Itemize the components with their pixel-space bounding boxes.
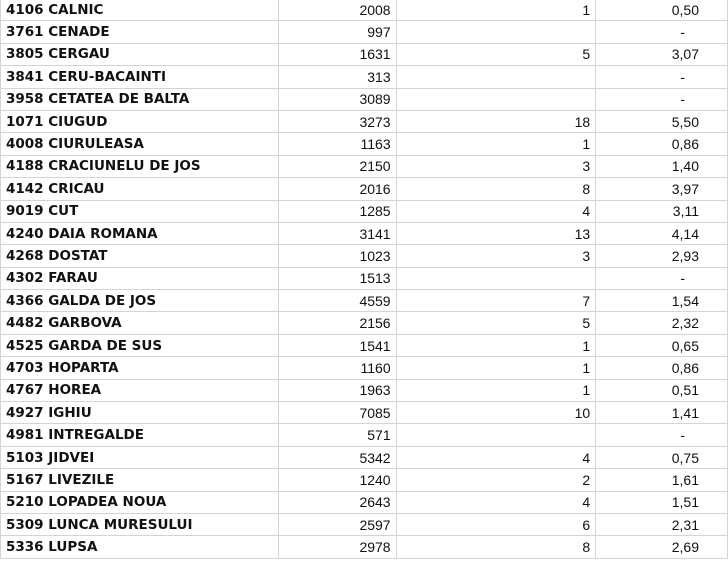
cell-cases[interactable]: 1 [396,379,596,401]
cell-rate[interactable]: 1,41 [596,402,728,424]
cell-rate[interactable]: 5,50 [596,110,728,132]
cell-cases[interactable] [396,267,596,289]
cell-rate[interactable]: 1,61 [596,469,728,491]
table-row [1,402,728,424]
cell-locality[interactable]: 5309 LUNCA MURESULUI [1,513,279,535]
cell-cases[interactable]: 8 [396,536,596,558]
cell-rate[interactable]: 0,65 [596,334,728,356]
cell-population[interactable]: 1963 [278,379,396,401]
cell-population[interactable]: 3273 [278,110,396,132]
cell-locality[interactable]: 4366 GALDA DE JOS [1,290,279,312]
cell-cases[interactable] [396,21,596,43]
cell-rate[interactable]: 0,86 [596,357,728,379]
cell-locality[interactable]: 5210 LOPADEA NOUA [1,491,279,513]
table-row [1,312,728,334]
table-row [1,155,728,177]
cell-locality[interactable]: 4981 INTREGALDE [1,424,279,446]
cell-cases[interactable]: 18 [396,110,596,132]
cell-locality[interactable]: 4525 GARDA DE SUS [1,334,279,356]
table-row [1,334,728,356]
cell-locality[interactable]: 4240 DAIA ROMANA [1,222,279,244]
cell-locality[interactable]: 3841 CERU-BACAINTI [1,66,279,88]
table-row [1,43,728,65]
cell-rate[interactable]: 0,51 [596,379,728,401]
table-row [1,110,728,132]
cell-rate[interactable]: 0,86 [596,133,728,155]
cell-population[interactable]: 1163 [278,133,396,155]
cell-cases[interactable]: 1 [396,334,596,356]
cell-locality[interactable]: 1071 CIUGUD [1,110,279,132]
cell-cases[interactable]: 8 [396,178,596,200]
cell-rate[interactable]: 3,11 [596,200,728,222]
cell-cases[interactable]: 4 [396,491,596,513]
cell-cases[interactable]: 6 [396,513,596,535]
cell-cases[interactable] [396,66,596,88]
cell-locality[interactable]: 4767 HOREA [1,379,279,401]
table-row [1,245,728,267]
cell-population[interactable]: 313 [278,66,396,88]
table-row [1,446,728,468]
cell-population[interactable]: 571 [278,424,396,446]
cell-population[interactable]: 3141 [278,222,396,244]
cell-rate[interactable]: 0,50 [596,0,728,21]
cell-locality[interactable]: 4008 CIURULEASA [1,133,279,155]
cell-locality[interactable]: 4703 HOPARTA [1,357,279,379]
table-row [1,469,728,491]
cell-population[interactable]: 2978 [278,536,396,558]
cell-rate[interactable]: 4,14 [596,222,728,244]
cell-locality[interactable]: 4302 FARAU [1,267,279,289]
table-row [1,513,728,535]
cell-rate[interactable]: 1,51 [596,491,728,513]
cell-cases[interactable] [396,88,596,110]
cell-cases[interactable]: 3 [396,245,596,267]
cell-population[interactable]: 997 [278,21,396,43]
cell-cases[interactable]: 2 [396,469,596,491]
cell-cases[interactable]: 4 [396,446,596,468]
table-row [1,133,728,155]
table-body [1,0,728,558]
cell-rate[interactable]: 1,54 [596,290,728,312]
cell-rate[interactable]: - [596,267,728,289]
cell-locality[interactable]: 3805 CERGAU [1,43,279,65]
cell-rate[interactable]: - [596,66,728,88]
cell-locality[interactable]: 4482 GARBOVA [1,312,279,334]
cell-cases[interactable]: 3 [396,155,596,177]
cell-population[interactable]: 4559 [278,290,396,312]
cell-locality[interactable]: 5103 JIDVEI [1,446,279,468]
cell-rate[interactable]: 3,97 [596,178,728,200]
cell-population[interactable]: 2156 [278,312,396,334]
cell-cases[interactable]: 7 [396,290,596,312]
cell-cases[interactable]: 5 [396,43,596,65]
cell-rate[interactable]: 2,93 [596,245,728,267]
cell-rate[interactable]: 2,69 [596,536,728,558]
table-row [1,379,728,401]
cell-population[interactable]: 2597 [278,513,396,535]
cell-cases[interactable]: 4 [396,200,596,222]
table-row [1,200,728,222]
cell-locality[interactable]: 3958 CETATEA DE BALTA [1,88,279,110]
cell-rate[interactable]: 2,31 [596,513,728,535]
cell-population[interactable]: 5342 [278,446,396,468]
cell-locality[interactable]: 4106 CALNIC [1,0,279,21]
cell-locality[interactable]: 5336 LUPSA [1,536,279,558]
cell-population[interactable]: 7085 [278,402,396,424]
cell-cases[interactable]: 1 [396,0,596,21]
cell-population[interactable]: 2150 [278,155,396,177]
table-row [1,357,728,379]
table-row [1,424,728,446]
cell-cases[interactable]: 1 [396,357,596,379]
cell-population[interactable]: 1240 [278,469,396,491]
cell-rate[interactable]: 2,32 [596,312,728,334]
cell-population[interactable]: 1023 [278,245,396,267]
cell-rate[interactable]: - [596,424,728,446]
table-row [1,290,728,312]
cell-cases[interactable] [396,424,596,446]
cell-cases[interactable]: 1 [396,133,596,155]
cell-rate[interactable]: - [596,88,728,110]
cell-rate[interactable]: 1,40 [596,155,728,177]
cell-locality[interactable]: 4188 CRACIUNELU DE JOS [1,155,279,177]
cell-cases[interactable]: 10 [396,402,596,424]
cell-population[interactable]: 1160 [278,357,396,379]
table-row [1,267,728,289]
cell-cases[interactable]: 5 [396,312,596,334]
cell-population[interactable]: 2016 [278,178,396,200]
table-row [1,88,728,110]
cell-population[interactable]: 1513 [278,267,396,289]
cell-population[interactable]: 2643 [278,491,396,513]
cell-locality[interactable]: 4142 CRICAU [1,178,279,200]
table-row [1,178,728,200]
cell-locality[interactable]: 5167 LIVEZILE [1,469,279,491]
table-row [1,21,728,43]
table-row [1,66,728,88]
cell-population[interactable]: 1541 [278,334,396,356]
cell-population[interactable]: 1631 [278,43,396,65]
table-row [1,0,728,21]
cell-population[interactable]: 3089 [278,88,396,110]
table-row [1,222,728,244]
cell-locality[interactable]: 9019 CUT [1,200,279,222]
cell-rate[interactable]: 0,75 [596,446,728,468]
cell-population[interactable]: 2008 [278,0,396,21]
cell-rate[interactable]: - [596,21,728,43]
cell-locality[interactable]: 4268 DOSTAT [1,245,279,267]
table-row [1,536,728,558]
cell-cases[interactable]: 13 [396,222,596,244]
cell-locality[interactable]: 3761 CENADE [1,21,279,43]
cell-rate[interactable]: 3,07 [596,43,728,65]
table-row [1,491,728,513]
cell-locality[interactable]: 4927 IGHIU [1,402,279,424]
cell-population[interactable]: 1285 [278,200,396,222]
